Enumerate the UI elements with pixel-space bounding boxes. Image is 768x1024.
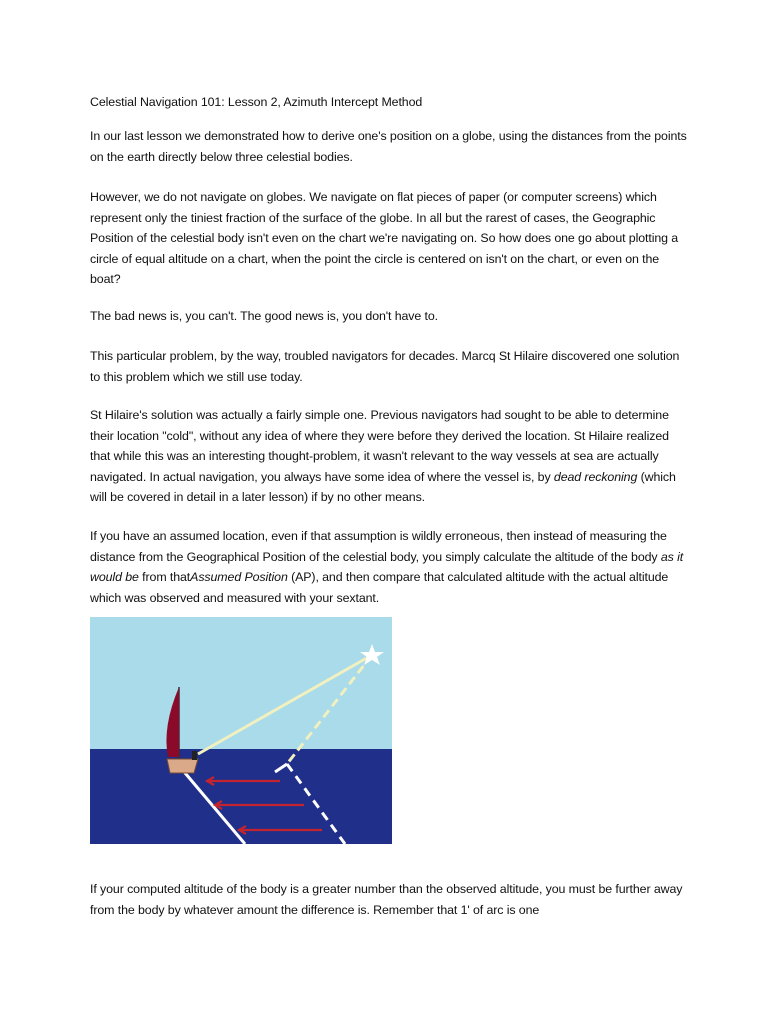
paragraph-6 — [90, 526, 690, 608]
paragraph-2: However, we do not navigate on globes. We navigate on flat pieces of paper (or computer screens) which represent only the tiniest fraction of the surface of the globe. In all but the rarest of cases, the Geographic Position of the celestial body isn't even on the chart we're navigating on. So how does one go about plotting a circle of equal altitude on a chart, when the point the circle is centered on isn't on the chart, or even on the boat? — [90, 190, 679, 286]
document-title: Celestial Navigation 101: Lesson 2, Azimuth Intercept Method — [90, 95, 423, 109]
intercept-diagram — [90, 617, 392, 844]
paragraph-1: In our last lesson we demonstrated how to derive one's position on a globe, using the distances from the points on the earth directly below three celestial bodies. — [90, 129, 687, 164]
paragraph-5 — [90, 405, 690, 508]
paragraph-7: If your computed altitude of the body is a greater number than the observed altitude, you must be further away from the body by whatever amount the difference is. Remember that 1' of arc is one — [90, 882, 683, 917]
paragraph-6-text-b: from that — [138, 570, 191, 584]
paragraph-6-emphasis-2: Assumed Position — [190, 570, 288, 584]
paragraph-5-emphasis: dead reckoning — [553, 469, 638, 484]
paragraph-5-text-b: (which will be covered in detail in a later lesson) if by no other means. — [90, 469, 676, 504]
paragraph-4: This particular problem, by the way, troubled navigators for decades. Marcq St Hilaire discovered one solution to this problem which we still use today. — [90, 349, 680, 384]
paragraph-3: The bad news is, you can't. The good news is, you don't have to. — [90, 309, 439, 323]
paragraph-5-text-a: St Hilaire's solution was actually a fairly simple one. Previous navigators had sought to be able to determine their location "cold", without any idea of where they were before they derived the location. St Hilaire realized that while this was an interesting thought-problem, it wasn't relevant to the way vessels at sea are actually navigated. In actual navigation, you always have some idea of where the vessel is, by — [90, 408, 669, 484]
paragraph-6-emphasis-1: as it would be — [90, 549, 684, 584]
paragraph-6-text-c: (AP), and then compare that calculated altitude with the actual altitude which was observed and measured with your sextant. — [90, 570, 669, 605]
paragraph-6-text-a: If you have an assumed location, even if that assumption is wildly erroneous, then instead of measuring the distance from the Geographical Position of the celestial body, you simply calculate the altitude of the body — [90, 529, 667, 564]
hull — [167, 759, 198, 773]
intercept-illustration — [90, 617, 392, 844]
navigator — [192, 751, 197, 760]
